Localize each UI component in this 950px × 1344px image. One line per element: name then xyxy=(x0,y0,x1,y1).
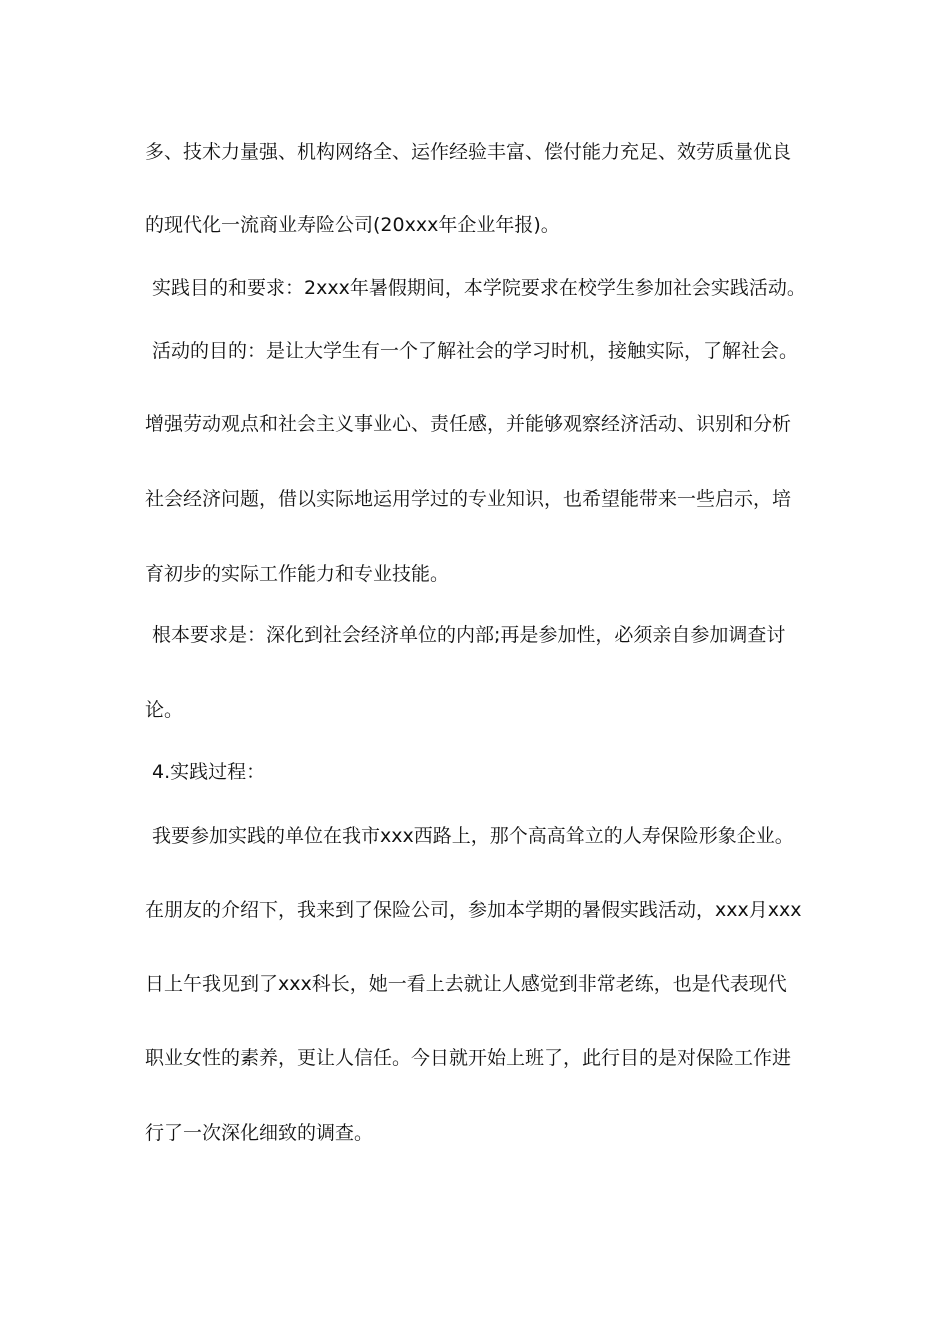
paragraph-line: 行了一次深化细致的调查。 xyxy=(145,1122,374,1144)
paragraph-line: 多、技术力量强、机构网络全、运作经验丰富、偿付能力充足、效劳质量优良 xyxy=(145,141,792,163)
paragraph-line: 社会经济问题，借以实际地运用学过的专业知识，也希望能带来一些启示，培 xyxy=(145,488,792,510)
section-heading: 4.实践过程： xyxy=(152,761,266,783)
paragraph-line: 增强劳动观点和社会主义事业心、责任感，并能够观察经济活动、识别和分析 xyxy=(145,413,792,435)
paragraph-line: 日上午我见到了xxx科长，她一看上去就让人感觉到非常老练，也是代表现代 xyxy=(145,973,787,995)
paragraph-line: 论。 xyxy=(145,699,184,721)
paragraph-line: 根本要求是：深化到社会经济单位的内部;再是参加性，必须亲自参加调查讨 xyxy=(152,624,786,646)
paragraph-line: 育初步的实际工作能力和专业技能。 xyxy=(145,563,450,585)
paragraph-line: 在朋友的介绍下，我来到了保险公司，参加本学期的暑假实践活动，xxx月xxx xyxy=(145,899,802,921)
paragraph-line: 活动的目的：是让大学生有一个了解社会的学习时机，接触实际，了解社会。 xyxy=(152,340,799,362)
paragraph-line: 实践目的和要求：2xxx年暑假期间，本学院要求在校学生参加社会实践活动。 xyxy=(152,277,806,299)
paragraph-line: 我要参加实践的单位在我市xxx西路上，那个高高耸立的人寿保险形象企业。 xyxy=(152,825,794,847)
paragraph-line: 的现代化一流商业寿险公司(20xxx年企业年报)。 xyxy=(145,214,560,236)
paragraph-line: 职业女性的素养，更让人信任。今日就开始上班了，此行目的是对保险工作进 xyxy=(145,1047,792,1069)
